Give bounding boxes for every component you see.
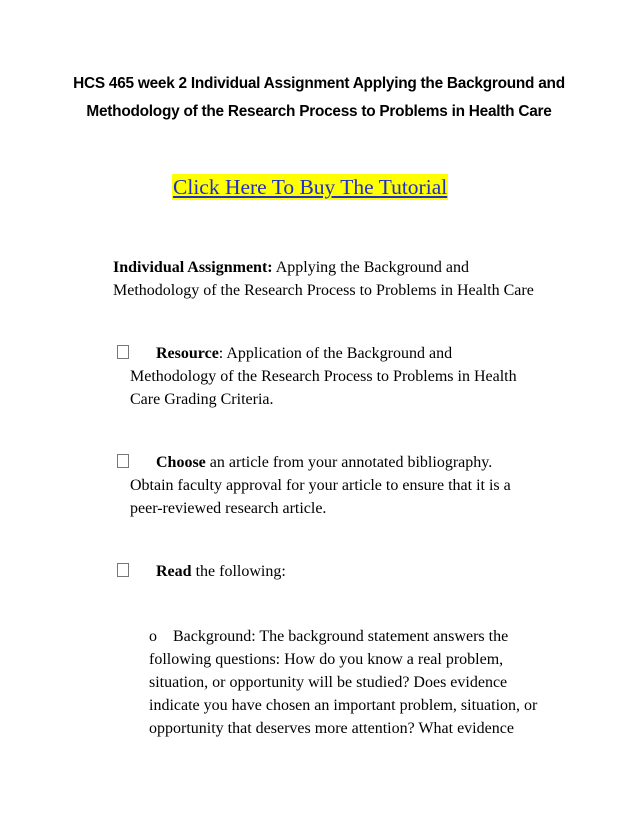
- bullet-choose-label: Choose: [156, 454, 206, 471]
- bullet-box-icon: [117, 454, 129, 468]
- intro-paragraph: [113, 256, 534, 302]
- bullet-choose: [117, 451, 511, 520]
- buy-tutorial-link[interactable]: Click Here To Buy The Tutorial: [173, 175, 448, 199]
- sub-item-line-2: following questions: How do you know a real problem,: [149, 651, 504, 668]
- bullet-resource: [117, 342, 517, 411]
- bullet-resource-label: Resource: [156, 345, 219, 362]
- sub-item-marker: o: [149, 628, 157, 645]
- bullet-choose-line-1: an article from your annotated bibliography.: [205, 454, 493, 471]
- sub-item-line-3: situation, or opportunity will be studied? Does evidence: [149, 674, 508, 691]
- document-title: [60, 70, 578, 126]
- bullet-resource-line-3: Care Grading Criteria.: [130, 391, 274, 408]
- bullet-read-line-1: the following:: [191, 563, 286, 580]
- intro-line-2: Methodology of the Research Process to Problems in Health Care: [113, 282, 534, 299]
- sub-item-line-4: indicate you have chosen an important problem, situation, or: [149, 697, 538, 714]
- bullet-box-icon: [117, 563, 129, 577]
- title-line-2: Methodology of the Research Process to Problems in Health Care: [86, 103, 552, 120]
- intro-line-1: Applying the Background and: [272, 259, 470, 276]
- bullet-box-icon: [117, 345, 129, 359]
- sub-item-line-5: opportunity that deserves more attention? What evidence: [149, 720, 514, 737]
- bullet-resource-line-1: : Application of the Background and: [218, 345, 453, 362]
- bullet-read: [117, 560, 286, 583]
- intro-label: Individual Assignment:: [113, 259, 273, 276]
- bullet-choose-line-3: peer-reviewed research article.: [130, 500, 327, 517]
- bullet-choose-line-2: Obtain faculty approval for your article to ensure that it is a: [130, 477, 511, 494]
- sub-item-line-1: Background: The background statement answers the: [173, 628, 509, 645]
- bullet-read-label: Read: [156, 563, 192, 580]
- bullet-resource-line-2: Methodology of the Research Process to Problems in Health: [130, 368, 517, 385]
- title-line-1: HCS 465 week 2 Individual Assignment Applying the Background and: [73, 75, 565, 92]
- sub-item-background: [149, 625, 537, 740]
